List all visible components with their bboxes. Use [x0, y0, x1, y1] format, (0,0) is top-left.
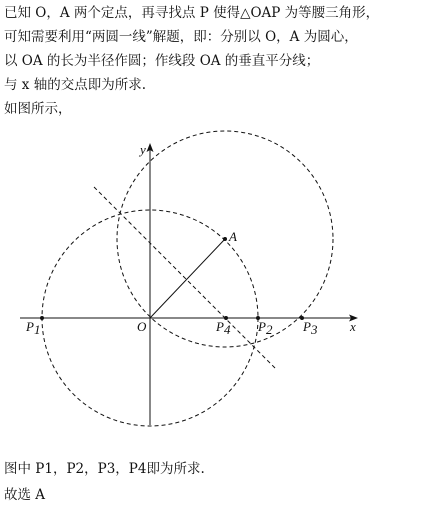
p3-label: P3	[303, 319, 318, 337]
origin-label: O	[137, 319, 147, 334]
conclusion-line: 图中 P1，P2，P3，P4即为所求.	[4, 461, 205, 477]
perpendicular-bisector	[94, 187, 277, 370]
y-axis-label: y	[140, 142, 146, 157]
problem-line-3: 以 OA 的长为半径作圆；作线段 OA 的垂直平分线；	[4, 53, 320, 69]
point-p1	[40, 316, 44, 320]
point-a-label: A	[229, 229, 237, 244]
p2-label: P2	[258, 319, 273, 337]
p1-label: P1	[26, 319, 41, 337]
point-a	[223, 237, 227, 241]
problem-line-4: 与 x 轴的交点即为所求.	[4, 77, 146, 93]
p4-label: P4	[216, 319, 231, 337]
point-p4	[224, 316, 228, 320]
problem-line-1: 已知 O，A 两个定点，再寻找点 P 使得△OAP 为等腰三角形，	[4, 5, 380, 21]
answer-line: 故选 A	[4, 487, 46, 503]
x-axis-label: x	[350, 319, 356, 334]
problem-line-5: 如图所示，	[4, 101, 72, 117]
geometry-figure	[0, 130, 434, 450]
problem-line-2: 可知需要利用“两圆一线”解题，即：分别以 O，A 为圆心，	[4, 29, 358, 45]
